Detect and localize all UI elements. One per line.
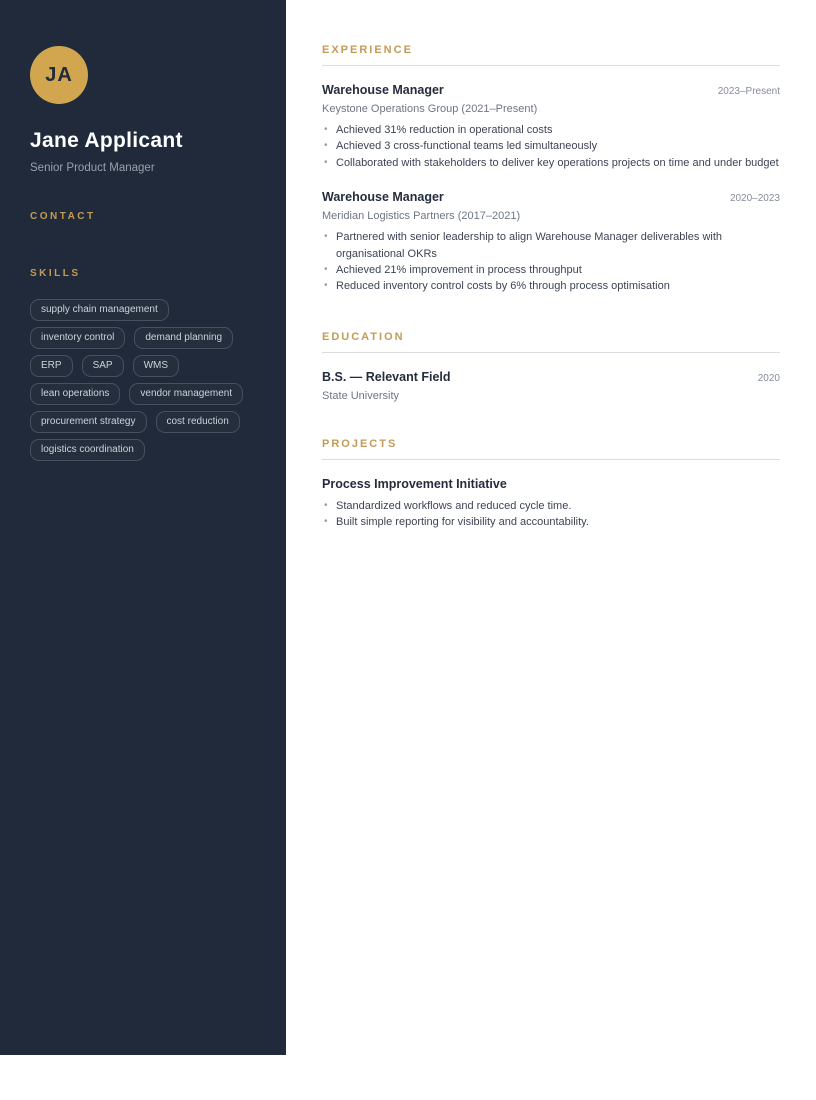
skills-tag-list: [30, 299, 258, 461]
education-entry: [322, 370, 780, 402]
job-company: Meridian Logistics Partners (2017–2021): [322, 210, 521, 223]
project-entry: [322, 477, 780, 531]
job-entry: [322, 83, 780, 171]
skill-tag: vendor management: [129, 383, 243, 405]
degree-dates: 2020: [757, 372, 780, 384]
experience-section: [322, 44, 780, 295]
job-bullet-list: [322, 122, 780, 171]
sidebar: [0, 0, 286, 1055]
job-bullet: • Achieved 21% improvement in process throughput: [322, 262, 780, 278]
education-section: [322, 331, 780, 402]
skill-tag: procurement strategy: [30, 411, 147, 433]
projects-heading: PROJECTS: [322, 438, 780, 460]
skills-heading: SKILLS: [30, 268, 81, 279]
resume-main: [286, 0, 816, 567]
avatar-initials: JA: [45, 63, 73, 86]
skills-section: [30, 268, 256, 461]
job-entry-header: [322, 190, 780, 204]
person-name: Jane Applicant: [30, 129, 183, 152]
job-bullet-list: [322, 229, 780, 295]
degree-title: B.S. — Relevant Field: [322, 369, 451, 384]
skill-tag: inventory control: [30, 327, 125, 349]
job-bullet: • Reduced inventory control costs by 6% through process optimisation: [322, 278, 780, 294]
contact-heading: CONTACT: [30, 211, 96, 222]
education-heading: EDUCATION: [322, 331, 780, 353]
project-bullet-list: [322, 498, 780, 531]
job-bullet: • Achieved 31% reduction in operational costs: [322, 122, 780, 138]
skill-tag: WMS: [133, 355, 179, 377]
job-title: Warehouse Manager: [322, 83, 444, 97]
education-entry-header: [322, 370, 780, 384]
job-entry: [322, 190, 780, 295]
skill-tag: cost reduction: [156, 411, 240, 433]
skill-tag: supply chain management: [30, 299, 169, 321]
skill-tag: logistics coordination: [30, 439, 145, 461]
job-bullet: • Collaborated with stakeholders to deliver key operations projects on time and under budget: [322, 155, 780, 171]
project-bullet: • Built simple reporting for visibility and accountability.: [322, 514, 780, 530]
project-bullet: • Standardized workflows and reduced cycle time.: [322, 498, 780, 514]
job-bullet: • Achieved 3 cross-functional teams led simultaneously: [322, 138, 780, 154]
job-company: Keystone Operations Group (2021–Present): [322, 103, 538, 115]
experience-heading: EXPERIENCE: [322, 44, 780, 66]
person-role: Senior Product Manager: [30, 162, 155, 174]
job-dates: 2023–Present: [717, 86, 780, 97]
project-title: Process Improvement Initiative: [322, 476, 507, 491]
job-entry-header: [322, 83, 780, 97]
job-dates: 2020–2023: [729, 193, 780, 205]
skill-tag: SAP: [82, 355, 124, 377]
job-title: Warehouse Manager: [322, 190, 444, 205]
contact-section: [30, 211, 256, 222]
skill-tag: ERP: [30, 355, 73, 377]
avatar: [30, 46, 88, 104]
skill-tag: demand planning: [134, 327, 233, 349]
job-bullet: • Partnered with senior leadership to align Warehouse Manager deliverables with organisational OKRs: [322, 229, 780, 262]
project-entry-header: [322, 477, 780, 491]
school-name: State University: [322, 389, 400, 402]
skill-tag: lean operations: [30, 383, 120, 405]
projects-section: [322, 438, 780, 531]
